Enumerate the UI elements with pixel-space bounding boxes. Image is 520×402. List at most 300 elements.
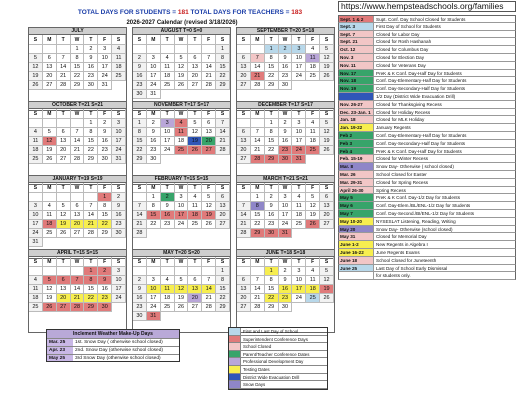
empty-cell xyxy=(84,193,98,202)
day-cell: 10 xyxy=(161,128,175,137)
day-cell: 21 xyxy=(84,220,98,229)
makeup-date: Mar. 25 xyxy=(47,339,73,346)
event-row xyxy=(338,171,516,179)
day-cell: 16 xyxy=(279,137,293,146)
event-row xyxy=(338,101,516,109)
month-title: FEBRUARY T=15 S=15 xyxy=(133,176,230,183)
day-cell: 21 xyxy=(216,137,230,146)
day-cell: 26 xyxy=(43,303,57,312)
makeup-day-row xyxy=(47,338,179,346)
weekday-label: T xyxy=(161,183,175,193)
day-cell: 12 xyxy=(175,285,189,294)
event-row xyxy=(338,31,516,39)
event-description: Closed for Thanksgiving Recess xyxy=(373,101,515,108)
event-date: Sept. 7 xyxy=(339,31,373,38)
day-cell: 4 xyxy=(292,193,306,202)
weekday-label: T xyxy=(265,183,279,193)
day-cell: 17 xyxy=(147,294,161,303)
weekday-label: T xyxy=(161,109,175,119)
event-description: School Closed for Juneteenth xyxy=(373,257,515,264)
day-cell: 24 xyxy=(292,294,306,303)
event-date: Nov. 19 xyxy=(339,85,373,92)
weekday-label: S xyxy=(112,109,126,119)
legend-label: Superintendent Conference Days xyxy=(243,336,308,342)
website-url[interactable]: https://www.hempsteadschools.org/families xyxy=(338,1,516,12)
event-row xyxy=(338,109,516,117)
month-calendar xyxy=(236,101,335,185)
day-cell: 10 xyxy=(112,128,126,137)
event-row xyxy=(338,210,516,218)
event-row xyxy=(338,265,516,273)
day-cell: 6 xyxy=(188,54,202,63)
day-cell: 1 xyxy=(216,267,230,276)
day-cell: 8 xyxy=(98,202,112,211)
event-date: May 7 xyxy=(339,210,373,217)
legend-item xyxy=(229,351,327,359)
day-cell: 20 xyxy=(320,211,334,220)
day-cell: 21 xyxy=(202,294,216,303)
event-row xyxy=(338,233,516,241)
day-cell: 19 xyxy=(43,294,57,303)
day-cell: 23 xyxy=(98,146,112,155)
event-description: Conf. Day-Secondary-Half Day for Students xyxy=(373,85,515,92)
day-cell: 17 xyxy=(292,137,306,146)
day-cell: 1 xyxy=(71,45,85,54)
month-title: SEPTEMBER T=20 S=18 xyxy=(237,28,334,35)
day-cell: 29 xyxy=(265,155,279,164)
month-calendar xyxy=(132,249,231,333)
event-row xyxy=(338,70,516,78)
day-cell: 29 xyxy=(216,81,230,90)
day-cell: 8 xyxy=(251,202,265,211)
day-cell: 25 xyxy=(29,155,43,164)
day-cell: 4 xyxy=(188,193,202,202)
day-cell: 28 xyxy=(71,155,85,164)
empty-cell xyxy=(147,45,161,54)
empty-cell xyxy=(71,267,85,276)
event-row xyxy=(338,46,516,54)
event-row xyxy=(338,226,516,234)
weekday-label: T xyxy=(84,109,98,119)
event-description: New Regents in Algebra I xyxy=(373,241,515,248)
day-cell: 22 xyxy=(265,72,279,81)
day-cell: 20 xyxy=(43,72,57,81)
day-cell: 25 xyxy=(292,220,306,229)
empty-cell xyxy=(29,45,43,54)
event-description: Snow Day- Otherwise (school closed) xyxy=(373,226,515,233)
month-calendar xyxy=(28,249,127,333)
day-cell: 18 xyxy=(306,137,320,146)
day-cell: 26 xyxy=(175,303,189,312)
day-cell: 8 xyxy=(71,54,85,63)
weekday-label: S xyxy=(29,109,43,119)
day-cell: 27 xyxy=(71,229,85,238)
day-cell: 18 xyxy=(29,294,43,303)
empty-cell xyxy=(175,267,189,276)
day-cell: 7 xyxy=(251,128,265,137)
empty-cell xyxy=(43,193,57,202)
weekday-label: T xyxy=(265,109,279,119)
weekday-label: S xyxy=(237,257,251,267)
day-cell: 26 xyxy=(175,81,189,90)
day-cell: 26 xyxy=(320,146,334,155)
day-cell: 13 xyxy=(237,63,251,72)
weekday-label: M xyxy=(147,257,161,267)
day-cell: 12 xyxy=(320,276,334,285)
day-cell: 8 xyxy=(147,202,161,211)
day-cell: 9 xyxy=(265,202,279,211)
day-cell: 4 xyxy=(161,276,175,285)
day-cell: 26 xyxy=(320,72,334,81)
empty-cell xyxy=(57,267,71,276)
day-cell: 26 xyxy=(188,146,202,155)
legend-item xyxy=(229,381,327,389)
day-cell: 2 xyxy=(84,45,98,54)
event-date: Mar. 26 xyxy=(339,171,373,178)
legend-label: Snow Days xyxy=(243,382,266,388)
day-cell: 28 xyxy=(202,81,216,90)
event-date: Dec. 23-Jan. 1 xyxy=(339,109,373,116)
day-cell: 18 xyxy=(161,72,175,81)
day-cell: 24 xyxy=(175,220,189,229)
day-cell: 14 xyxy=(71,137,85,146)
day-cell: 22 xyxy=(71,72,85,81)
empty-cell xyxy=(237,193,251,202)
day-cell: 6 xyxy=(237,276,251,285)
day-cell: 4 xyxy=(29,276,43,285)
month-title: JULY xyxy=(29,28,126,35)
day-cell: 25 xyxy=(306,146,320,155)
event-description: for students only. xyxy=(373,272,515,279)
day-cell: 6 xyxy=(320,193,334,202)
day-cell: 8 xyxy=(216,54,230,63)
day-cell: 31 xyxy=(292,155,306,164)
event-description: Last Day of School Early Dismissal xyxy=(373,265,515,272)
day-cell: 18 xyxy=(292,211,306,220)
event-row xyxy=(338,194,516,202)
day-cell: 2 xyxy=(161,193,175,202)
day-cell: 30 xyxy=(279,155,293,164)
day-cell: 8 xyxy=(84,128,98,137)
weekday-label: S xyxy=(320,183,334,193)
event-row xyxy=(338,272,516,280)
weekday-label: S xyxy=(112,257,126,267)
day-cell: 12 xyxy=(29,63,43,72)
day-cell: 14 xyxy=(251,63,265,72)
day-cell: 3 xyxy=(279,193,293,202)
empty-cell xyxy=(71,193,85,202)
event-description: Closed for Holiday Recess xyxy=(373,109,515,116)
day-cell: 9 xyxy=(279,128,293,137)
day-cell: 14 xyxy=(133,211,147,220)
day-cell: 21 xyxy=(57,72,71,81)
day-cell: 1 xyxy=(84,267,98,276)
day-cell: 18 xyxy=(112,63,126,72)
month-calendar xyxy=(132,27,231,111)
month-calendar xyxy=(236,175,335,259)
day-cell: 26 xyxy=(320,294,334,303)
day-cell: 15 xyxy=(265,285,279,294)
day-cell: 30 xyxy=(133,312,147,321)
day-cell: 27 xyxy=(57,303,71,312)
weekday-label: T xyxy=(57,257,71,267)
day-cell: 9 xyxy=(161,202,175,211)
day-cell: 25 xyxy=(43,229,57,238)
day-cell: 22 xyxy=(216,72,230,81)
event-row xyxy=(338,241,516,249)
day-cell: 23 xyxy=(147,146,161,155)
weekday-label: S xyxy=(133,183,147,193)
day-cell: 9 xyxy=(279,54,293,63)
day-cell: 17 xyxy=(175,211,189,220)
event-description: Snow Day- Otherwise ( school closed) xyxy=(373,163,515,170)
legend-swatch xyxy=(229,336,241,343)
empty-cell xyxy=(237,267,251,276)
event-description: Closed for Rosh Hashanah xyxy=(373,38,515,45)
day-cell: 18 xyxy=(161,294,175,303)
day-cell: 8 xyxy=(265,54,279,63)
weekday-label: T xyxy=(188,183,202,193)
day-cell: 8 xyxy=(133,128,147,137)
weekday-label: W xyxy=(71,109,85,119)
day-cell: 10 xyxy=(279,202,293,211)
weekday-label: T xyxy=(57,109,71,119)
day-cell: 10 xyxy=(175,202,189,211)
empty-cell xyxy=(43,45,57,54)
empty-cell xyxy=(133,193,147,202)
month-title: AUGUST T=0 S=0 xyxy=(133,28,230,35)
day-cell: 4 xyxy=(161,54,175,63)
day-cell: 24 xyxy=(292,146,306,155)
weekday-label: S xyxy=(320,109,334,119)
day-cell: 2 xyxy=(265,193,279,202)
day-cell: 11 xyxy=(292,202,306,211)
event-description: Closed for MLK Holiday xyxy=(373,116,515,123)
day-cell: 4 xyxy=(43,202,57,211)
day-cell: 11 xyxy=(29,137,43,146)
day-cell: 16 xyxy=(265,211,279,220)
weekday-label: T xyxy=(292,183,306,193)
day-cell: 15 xyxy=(265,137,279,146)
day-cell: 30 xyxy=(112,229,126,238)
month-title: JUNE T=18 S=18 xyxy=(237,250,334,257)
day-cell: 16 xyxy=(133,294,147,303)
makeup-description: 1st. Snow Day ( otherwise school closed) xyxy=(75,340,163,345)
event-date: Feb 4 xyxy=(339,148,373,155)
event-description: Closed for Spring Recess xyxy=(373,179,515,186)
day-cell: 29 xyxy=(265,81,279,90)
weekday-label: T xyxy=(57,183,71,193)
weekday-label: T xyxy=(292,257,306,267)
day-cell: 30 xyxy=(98,303,112,312)
day-cell: 29 xyxy=(84,155,98,164)
month-calendar xyxy=(236,27,335,111)
day-cell: 4 xyxy=(112,45,126,54)
day-cell: 13 xyxy=(320,202,334,211)
day-cell: 1 xyxy=(265,45,279,54)
day-cell: 4 xyxy=(306,45,320,54)
month-calendar xyxy=(28,175,127,259)
weekday-label: S xyxy=(320,35,334,45)
weekday-label: F xyxy=(98,35,112,45)
teachers-count: 183 xyxy=(291,9,303,16)
event-description: Closed for Columbus Day xyxy=(373,46,515,53)
day-cell: 16 xyxy=(147,137,161,146)
day-cell: 3 xyxy=(147,276,161,285)
weekday-label: W xyxy=(279,183,293,193)
empty-cell xyxy=(202,45,216,54)
day-cell: 7 xyxy=(84,202,98,211)
event-date: Oct. 12 xyxy=(339,46,373,53)
event-description: Conf. Day-Secondary-Half Day for Students xyxy=(373,140,515,147)
weekday-label: F xyxy=(98,257,112,267)
teachers-label: TOTAL DAYS FOR TEACHERS = xyxy=(188,9,292,16)
day-cell: 31 xyxy=(98,81,112,90)
day-cell: 3 xyxy=(112,119,126,128)
day-cell: 24 xyxy=(112,294,126,303)
day-cell: 9 xyxy=(98,276,112,285)
day-cell: 6 xyxy=(202,119,216,128)
month-title: NOVEMBER T=17 S=17 xyxy=(133,102,230,109)
day-cell: 22 xyxy=(98,220,112,229)
event-date: Feb. 15-19 xyxy=(339,155,373,162)
day-cell: 2 xyxy=(98,119,112,128)
day-cell: 31 xyxy=(147,312,161,321)
event-row xyxy=(338,54,516,62)
day-cell: 6 xyxy=(43,54,57,63)
month-title: JANUARY T=19 S=19 xyxy=(29,176,126,183)
weekday-label: T xyxy=(84,183,98,193)
empty-cell xyxy=(202,267,216,276)
day-cell: 2 xyxy=(279,45,293,54)
legend-swatch xyxy=(229,374,241,381)
day-cell: 6 xyxy=(57,128,71,137)
day-cell: 11 xyxy=(188,202,202,211)
weekday-label: T xyxy=(161,257,175,267)
day-cell: 22 xyxy=(265,146,279,155)
event-row xyxy=(338,85,516,93)
month-title: OCTOBER T=21 S=21 xyxy=(29,102,126,109)
event-row xyxy=(338,124,516,132)
day-cell: 30 xyxy=(265,229,279,238)
makeup-description: 3rd Snow Day (otherwise school closed) xyxy=(75,355,161,361)
day-cell: 14 xyxy=(71,285,85,294)
event-date: Sept. 1 & 2 xyxy=(339,16,373,22)
day-cell: 17 xyxy=(161,137,175,146)
day-cell: 1 xyxy=(84,119,98,128)
day-cell: 10 xyxy=(292,54,306,63)
weekday-label: M xyxy=(251,109,265,119)
event-description: June Regents Exams xyxy=(373,249,515,256)
empty-cell xyxy=(43,267,57,276)
color-legend xyxy=(228,327,328,390)
day-cell: 21 xyxy=(133,220,147,229)
day-cell: 5 xyxy=(43,128,57,137)
weekday-label: S xyxy=(216,35,230,45)
day-cell: 25 xyxy=(188,220,202,229)
day-cell: 11 xyxy=(306,276,320,285)
day-cell: 13 xyxy=(57,285,71,294)
day-cell: 23 xyxy=(279,294,293,303)
empty-cell xyxy=(57,119,71,128)
day-cell: 4 xyxy=(306,119,320,128)
event-row xyxy=(338,38,516,46)
day-cell: 5 xyxy=(57,202,71,211)
day-cell: 28 xyxy=(57,81,71,90)
event-date: May 6 xyxy=(339,202,373,209)
day-cell: 28 xyxy=(202,303,216,312)
day-cell: 4 xyxy=(29,128,43,137)
day-cell: 1 xyxy=(251,193,265,202)
day-cell: 16 xyxy=(84,63,98,72)
day-cell: 31 xyxy=(147,90,161,99)
day-cell: 13 xyxy=(188,285,202,294)
day-cell: 17 xyxy=(292,285,306,294)
day-cell: 2 xyxy=(133,276,147,285)
event-description: Supt. Conf. Day School Closed for Students xyxy=(373,16,515,22)
makeup-day-row xyxy=(47,354,179,362)
day-cell: 31 xyxy=(279,229,293,238)
weekday-label: M xyxy=(147,109,161,119)
event-description: 1/2 Day (District Wide Evacuation Drill) xyxy=(373,93,515,100)
day-cell: 18 xyxy=(43,220,57,229)
day-cell: 20 xyxy=(237,146,251,155)
event-row xyxy=(338,15,516,23)
legend-item xyxy=(229,336,327,344)
day-cell: 19 xyxy=(57,220,71,229)
day-cell: 26 xyxy=(57,229,71,238)
day-cell: 1 xyxy=(133,119,147,128)
day-cell: 2 xyxy=(147,119,161,128)
day-cell: 28 xyxy=(237,229,251,238)
day-cell: 14 xyxy=(251,285,265,294)
event-description: NYSESLAT Listening, Reading, Writing xyxy=(373,218,515,225)
event-row xyxy=(338,155,516,163)
day-cell: 5 xyxy=(188,119,202,128)
day-cell: 13 xyxy=(202,128,216,137)
day-cell: 17 xyxy=(147,72,161,81)
day-cell: 16 xyxy=(279,63,293,72)
day-cell: 10 xyxy=(292,128,306,137)
day-cell: 9 xyxy=(147,128,161,137)
legend-label: District Wide Evacuation Drill xyxy=(243,374,300,380)
day-cell: 12 xyxy=(43,137,57,146)
day-cell: 18 xyxy=(29,146,43,155)
day-cell: 14 xyxy=(216,128,230,137)
day-cell: 28 xyxy=(71,303,85,312)
day-cell: 17 xyxy=(98,63,112,72)
day-cell: 6 xyxy=(57,276,71,285)
empty-cell xyxy=(251,45,265,54)
day-cell: 19 xyxy=(175,294,189,303)
day-cell: 15 xyxy=(133,137,147,146)
day-cell: 2 xyxy=(112,193,126,202)
day-cell: 15 xyxy=(216,63,230,72)
weekday-label: W xyxy=(279,35,293,45)
day-cell: 12 xyxy=(188,128,202,137)
day-cell: 7 xyxy=(237,202,251,211)
empty-cell xyxy=(251,267,265,276)
day-cell: 12 xyxy=(306,202,320,211)
day-cell: 5 xyxy=(320,119,334,128)
legend-label: First and Last Day of School xyxy=(243,329,299,334)
day-cell: 25 xyxy=(112,72,126,81)
weekday-label: F xyxy=(306,257,320,267)
event-description: Closed for Election Day xyxy=(373,54,515,61)
event-date xyxy=(339,93,373,100)
day-cell: 24 xyxy=(147,81,161,90)
day-cell: 28 xyxy=(251,155,265,164)
